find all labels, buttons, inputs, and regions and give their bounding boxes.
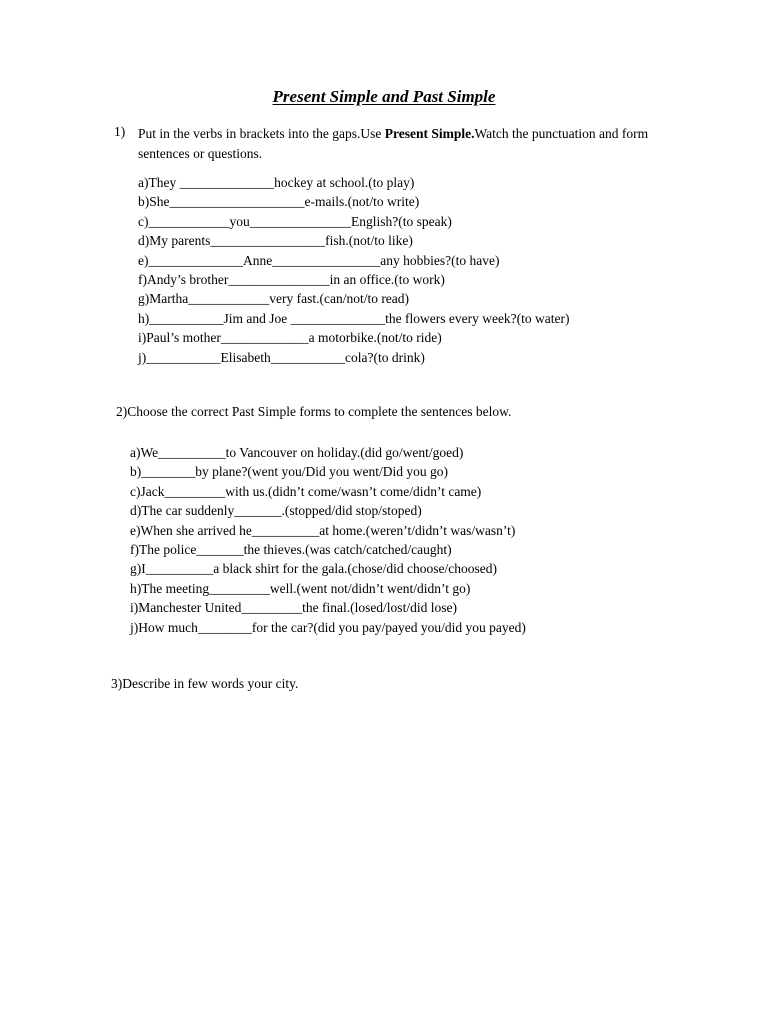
instruction-text-post: Watch the punctuation and form sentences or questions. — [138, 126, 649, 161]
exercise-item: f)Andy’s brother_______________in an office.(to work) — [138, 271, 445, 287]
exercise-item: e)______________Anne________________any hobbies?(to have) — [138, 252, 500, 268]
instruction-text-pre: Put in the verbs in brackets into the gaps.Use — [138, 126, 385, 141]
exercise-item: h)___________Jim and Joe ______________the flowers every week?(to water) — [138, 310, 570, 326]
section1-exercise-list — [138, 173, 570, 367]
exercise-item: f)The police_______the thieves.(was catch/catched/caught) — [130, 541, 452, 557]
exercise-item: b)________by plane?(went you/Did you went/Did you go) — [130, 464, 448, 480]
exercise-item: e)When she arrived he__________at home.(weren’t/didn’t was/wasn’t) — [130, 522, 516, 538]
section1-number: 1) — [114, 124, 126, 139]
exercise-item: d)My parents_________________fish.(not/to like) — [138, 233, 413, 249]
exercise-item: j)___________Elisabeth___________cola?(to drink) — [138, 349, 425, 365]
exercise-item: d)The car suddenly_______.(stopped/did stop/stoped) — [130, 503, 422, 519]
exercise-item: g)I__________a black shirt for the gala.(chose/did choose/choosed) — [130, 561, 498, 577]
exercise-item: b)She____________________e-mails.(not/to write) — [138, 194, 420, 210]
section1-instruction — [138, 124, 698, 164]
page-title: Present Simple and Past Simple — [272, 87, 496, 106]
exercise-item: c)Jack_________with us.(didn’t come/wasn’t come/didn’t came) — [130, 483, 482, 499]
exercise-item: i)Paul’s mother_____________a motorbike.(not/to ride) — [138, 330, 442, 346]
section2-exercise-list — [130, 443, 526, 637]
exercise-item: i)Manchester United_________the final.(losed/lost/did lose) — [130, 600, 457, 616]
exercise-item: a)We__________to Vancouver on holiday.(did go/went/goed) — [130, 445, 464, 460]
instruction-text-bold: Present Simple. — [384, 126, 475, 141]
exercise-item: j)How much________for the car?(did you pay/payed you/did you payed) — [130, 619, 526, 635]
exercise-item: c)____________you_______________English?(to speak) — [138, 213, 452, 229]
section3-heading: 3)Describe in few words your city. — [111, 676, 299, 691]
exercise-item: a)They ______________hockey at school.(to play) — [138, 175, 415, 190]
exercise-item: h)The meeting_________well.(went not/didn’t went/didn’t go) — [130, 580, 471, 596]
exercise-item: g)Martha____________very fast.(can/not/to read) — [138, 291, 410, 307]
section2-heading: 2)Choose the correct Past Simple forms to complete the sentences below. — [116, 404, 512, 419]
